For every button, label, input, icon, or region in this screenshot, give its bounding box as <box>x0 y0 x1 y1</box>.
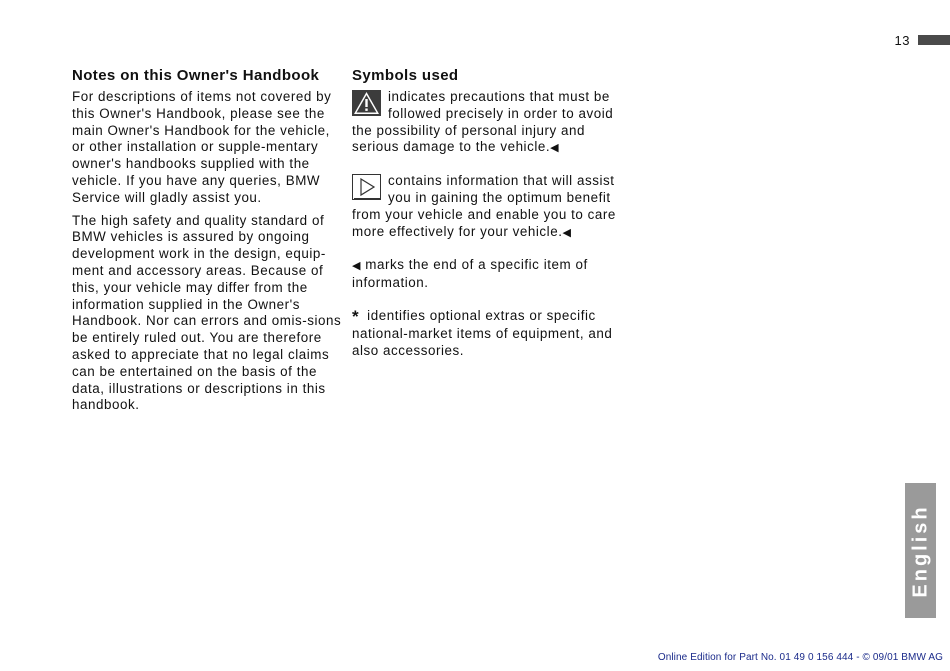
end-mark-entry <box>352 257 627 292</box>
note-text: contains information that will assist you in gaining the optimum benefit from your vehicle and enable you to care more effectively for your vehicle. <box>352 173 616 239</box>
page-number: 13 <box>894 33 910 48</box>
page-number-bar <box>918 35 950 45</box>
warning-triangle-icon <box>352 90 381 116</box>
end-mark-icon: ◀ <box>352 260 362 273</box>
notes-paragraph-1: For descriptions of items not covered by this Owner's Handbook, please see the main Owner's Handbook for the vehicle, or other installation or supple-mentary owner's handbooks supplied with the vehicle. If you have any queries, BMW Service will gladly assist you. <box>72 89 332 205</box>
optional-extras-text: identifies optional extras or specific national-market items of equipment, and also accessories. <box>352 307 613 358</box>
footer-edition-note: Online Edition for Part No. 01 49 0 156 444 - © 09/01 BMW AG <box>657 652 943 663</box>
language-tab <box>905 483 936 618</box>
language-tab-label: English <box>909 503 931 598</box>
end-mark-text: marks the end of a specific item of information. <box>352 257 588 291</box>
notes-heading: Notes on this Owner's Handbook <box>72 67 320 84</box>
left-column <box>72 66 347 420</box>
end-mark-icon: ◀ <box>550 142 560 155</box>
notes-paragraph-2: The high safety and quality standard of BMW vehicles is assured by ongoing development work in the design, equip-ment and accessory areas. Because of this, your vehicle may differ from the information supplied in the Owner's Handbook. Nor can errors and omis-sions be entirely ruled out. You are therefore asked to appreciate that no legal claims can be entertained on the basis of the data, illustrations or descriptions in this handbook. <box>72 212 342 413</box>
right-column <box>352 66 627 375</box>
note-arrow-icon <box>352 174 381 200</box>
optional-extras-entry <box>352 308 627 359</box>
symbols-heading: Symbols used <box>352 67 459 84</box>
note-symbol-entry <box>352 173 627 241</box>
end-mark-icon: ◀ <box>562 226 572 239</box>
asterisk-icon: * <box>352 306 360 326</box>
warning-text: indicates precautions that must be followed precisely in order to avoid the possibility of personal injury and serious damage to the vehicle. <box>352 89 614 155</box>
warning-symbol-entry <box>352 89 627 157</box>
